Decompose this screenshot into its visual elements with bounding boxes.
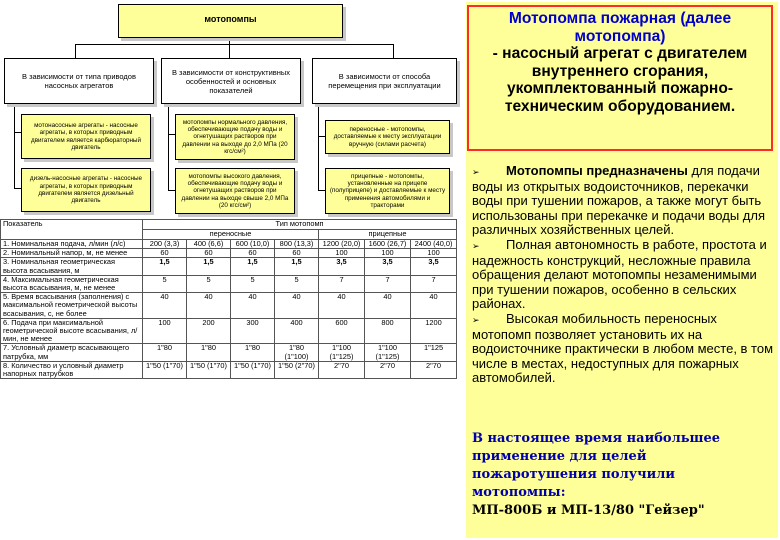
- category-design: В зависимости от конструктивных особенностей и основных показателей: [161, 58, 301, 104]
- connector: [75, 44, 76, 58]
- row-value: 1"125: [411, 344, 457, 361]
- row-value: 1"50 (1"70): [231, 361, 275, 378]
- row-value: 1"50 (1"70): [187, 361, 231, 378]
- bullet-item: [472, 312, 774, 386]
- row-value: 100: [143, 318, 187, 344]
- row-value: 1,5: [187, 258, 231, 275]
- row-value: 40: [275, 293, 319, 319]
- connector: [393, 44, 394, 58]
- row-value: 400 (6,6): [187, 240, 231, 249]
- connector: [168, 106, 169, 190]
- row-value: 1600 (26,7): [365, 240, 411, 249]
- text-panel: [466, 2, 778, 538]
- connector: [318, 106, 319, 190]
- table-row: [1, 293, 457, 319]
- row-value: 2"70: [411, 361, 457, 378]
- definition-term: Мотопомпа пожарная (далее мотопомпа): [508, 10, 732, 45]
- row-value: 1"80: [143, 344, 187, 361]
- row-label: 5. Время всасывания (заполнения) с максимальной геометрической высоты всасывания, с, не более: [1, 293, 143, 319]
- row-value: 40: [187, 293, 231, 319]
- usage-text: В настоящее время наибольшее применение для целей пожаротушения получили мотопомпы:: [472, 431, 721, 500]
- connector: [318, 190, 325, 191]
- row-label: 8. Количество и условный диаметр напорных патрубков: [1, 361, 143, 378]
- row-value: 40: [365, 293, 411, 319]
- row-value: 40: [231, 293, 275, 319]
- connector: [14, 188, 21, 189]
- connector: [14, 106, 15, 188]
- row-value: 2"70: [365, 361, 411, 378]
- row-value: 1,5: [275, 258, 319, 275]
- row-value: 1200 (20,0): [319, 240, 365, 249]
- bullet-text: для подачи воды из открытых водоисточников, перекачки воды при тушении пожаров, а также могут быть использованы при перекачке и подачи воды для различных хозяйственных целей.: [472, 163, 766, 238]
- header-trailer: прицепные: [319, 230, 457, 240]
- row-value: 1"80: [187, 344, 231, 361]
- connector: [168, 190, 175, 191]
- category-drive-type: В зависимости от типа приводов насосных агрегатов: [4, 58, 154, 104]
- row-value: 100: [365, 249, 411, 258]
- row-label: 3. Номинальная геометрическая высота всасывания, м: [1, 258, 143, 275]
- row-label: 4. Максимальная геометрическая высота всасывания, м, не менее: [1, 275, 143, 292]
- leaf-diesel-pump-units: дизель-насосные агрегаты - насосные агрегаты, в которых приводным двигателем является дизельный двигатель: [21, 168, 151, 212]
- row-value: 5: [231, 275, 275, 292]
- table-row: [1, 318, 457, 344]
- definition-box: [467, 5, 773, 151]
- row-value: 200 (3,3): [143, 240, 187, 249]
- connector: [14, 132, 21, 133]
- table-row: [1, 258, 457, 275]
- row-value: 60: [275, 249, 319, 258]
- leaf-trailer: прицепные - мотопомпы, установленные на прицепе (полуприцепе) и доставляемые к месту применения автомобилями и тракторами: [325, 168, 450, 214]
- row-value: 3,5: [365, 258, 411, 275]
- current-usage: [472, 430, 772, 520]
- connector: [318, 136, 325, 137]
- row-value: 2"70: [319, 361, 365, 378]
- diagram-root: мотопомпы: [118, 4, 343, 38]
- row-value: 1200: [411, 318, 457, 344]
- header-type: Тип мотопомп: [143, 220, 457, 230]
- specs-table: [0, 219, 457, 379]
- row-value: 400: [275, 318, 319, 344]
- row-value: 200: [187, 318, 231, 344]
- bullet-lead: Мотопомпы предназначены: [506, 163, 688, 178]
- row-value: 1"100 (1"125): [365, 344, 411, 361]
- row-value: 800: [365, 318, 411, 344]
- definition-text: - насосный агрегат с двигателем внутреннего сгорания, укомплектованный пожарно-техническим оборудованием.: [492, 45, 748, 115]
- row-value: 2400 (40,0): [411, 240, 457, 249]
- leaf-high-pressure: мотопомпы высокого давления, обеспечивающие подачу воды и огнетушащих растворов при давлении на выходе свыше 2,0 МПа (20 кгс/см²): [175, 168, 295, 214]
- header-portable: переносные: [143, 230, 319, 240]
- row-value: 100: [319, 249, 365, 258]
- row-value: 300: [231, 318, 275, 344]
- row-value: 7: [365, 275, 411, 292]
- row-value: 7: [411, 275, 457, 292]
- row-value: 60: [187, 249, 231, 258]
- bullet-arrow-icon: ➢: [472, 240, 480, 251]
- bullet-list: [472, 164, 774, 386]
- bullet-text: Полная автономность в работе, простота и надежность конструкций, несложные правила обращения делают мотопомпы незаменимыми при тушении пожаров, особенно в сельских районах.: [472, 236, 767, 312]
- row-value: 1"50 (2"70): [275, 361, 319, 378]
- row-value: 3,5: [319, 258, 365, 275]
- usage-models: МП-800Б и МП-13/80 "Гейзер": [472, 503, 705, 518]
- row-value: 100: [411, 249, 457, 258]
- row-value: 600 (10,0): [231, 240, 275, 249]
- row-value: 3,5: [411, 258, 457, 275]
- row-value: 1,5: [143, 258, 187, 275]
- connector: [229, 44, 230, 58]
- row-value: 1"80: [231, 344, 275, 361]
- classification-diagram: [0, 0, 468, 218]
- row-value: 600: [319, 318, 365, 344]
- row-value: 40: [319, 293, 365, 319]
- row-value: 5: [143, 275, 187, 292]
- bullet-arrow-icon: ➢: [472, 314, 480, 325]
- row-value: 40: [143, 293, 187, 319]
- row-value: 1,5: [231, 258, 275, 275]
- row-value: 800 (13,3): [275, 240, 319, 249]
- leaf-normal-pressure: мотопомпы нормального давления, обеспечивающие подачу воды и огнетушащих растворов при давлении на выходе до 2,0 МПа (20 кгс/см²): [175, 114, 295, 160]
- row-label: 7. Условный диаметр всасывающего патрубка, мм: [1, 344, 143, 361]
- row-label: 2. Номинальный напор, м, не менее: [1, 249, 143, 258]
- connector: [168, 134, 175, 135]
- bullet-item: [472, 238, 774, 312]
- row-value: 40: [411, 293, 457, 319]
- row-value: 1"50 (1"70): [143, 361, 187, 378]
- category-movement: В зависимости от способа перемещения при эксплуатации: [312, 58, 457, 104]
- bullet-text: Высокая мобильность переносных мотопомп позволяет установить их на водоисточнике практически в любом месте, в том числе в местах, недоступных для пожарных автомобилей.: [472, 310, 774, 386]
- row-value: 1"100 (1"125): [319, 344, 365, 361]
- row-value: 60: [231, 249, 275, 258]
- connector: [75, 44, 393, 45]
- bullet-arrow-icon: ➢: [472, 167, 480, 177]
- leaf-motor-pump-units: мотонасосные агрегаты - насосные агрегаты, в которых приводным двигателем является карбюраторный двигатель: [21, 114, 151, 159]
- row-value: 5: [275, 275, 319, 292]
- row-value: 60: [143, 249, 187, 258]
- bullet-item: [472, 164, 774, 238]
- table-row: [1, 344, 457, 361]
- row-value: 5: [187, 275, 231, 292]
- row-label: 6. Подача при максимальной геометрической высоте всасывания, л/мин, не менее: [1, 318, 143, 344]
- table-row: [1, 275, 457, 292]
- header-indicator: Показатель: [1, 220, 143, 240]
- row-label: 1. Номинальная подача, л/мин (л/с): [1, 240, 143, 249]
- row-value: 7: [319, 275, 365, 292]
- table-row: [1, 361, 457, 378]
- leaf-portable: переносные - мотопомпы, доставляемые к месту эксплуатации вручную (силами расчета): [325, 120, 450, 154]
- specs-table-container: [0, 219, 456, 379]
- row-value: 1"80 (1"100): [275, 344, 319, 361]
